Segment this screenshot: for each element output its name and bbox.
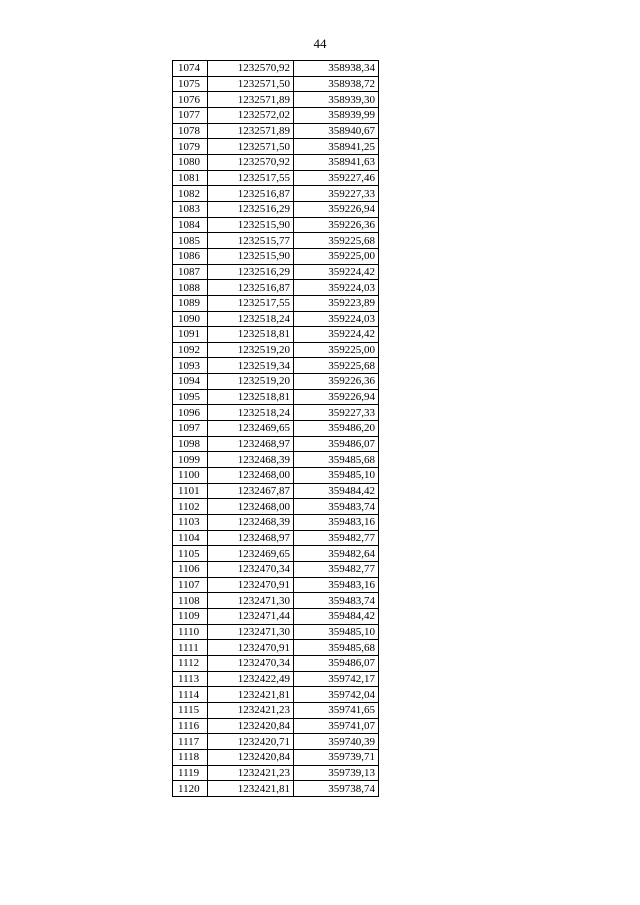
table-row (173, 123, 379, 139)
point-number-cell: 1090 (173, 311, 208, 327)
y-coordinate-cell: 359225,00 (294, 342, 379, 358)
y-coordinate-cell: 359739,71 (294, 749, 379, 765)
table-row (173, 624, 379, 640)
point-number-cell: 1111 (173, 640, 208, 656)
y-coordinate-cell: 359482,77 (294, 562, 379, 578)
table-row (173, 374, 379, 390)
table-row (173, 405, 379, 421)
table-row (173, 342, 379, 358)
y-coordinate-cell: 359742,04 (294, 687, 379, 703)
y-coordinate-cell: 359227,46 (294, 170, 379, 186)
point-number-cell: 1075 (173, 76, 208, 92)
table-row (173, 765, 379, 781)
x-coordinate-cell: 1232518,24 (208, 405, 294, 421)
point-number-cell: 1082 (173, 186, 208, 202)
y-coordinate-cell: 359486,07 (294, 655, 379, 671)
x-coordinate-cell: 1232468,39 (208, 515, 294, 531)
y-coordinate-cell: 359485,10 (294, 624, 379, 640)
table-row (173, 499, 379, 515)
x-coordinate-cell: 1232519,20 (208, 342, 294, 358)
point-number-cell: 1116 (173, 718, 208, 734)
table-row (173, 280, 379, 296)
y-coordinate-cell: 358938,34 (294, 61, 379, 77)
x-coordinate-cell: 1232420,84 (208, 749, 294, 765)
point-number-cell: 1107 (173, 577, 208, 593)
y-coordinate-cell: 359225,68 (294, 233, 379, 249)
point-number-cell: 1079 (173, 139, 208, 155)
table-row (173, 687, 379, 703)
y-coordinate-cell: 359227,33 (294, 186, 379, 202)
table-row (173, 436, 379, 452)
point-number-cell: 1102 (173, 499, 208, 515)
y-coordinate-cell: 359225,00 (294, 248, 379, 264)
point-number-cell: 1112 (173, 655, 208, 671)
table-row (173, 311, 379, 327)
y-coordinate-cell: 359226,36 (294, 374, 379, 390)
point-number-cell: 1119 (173, 765, 208, 781)
y-coordinate-cell: 358938,72 (294, 76, 379, 92)
x-coordinate-cell: 1232468,00 (208, 468, 294, 484)
table-row (173, 295, 379, 311)
point-number-cell: 1120 (173, 781, 208, 797)
y-coordinate-cell: 359739,13 (294, 765, 379, 781)
x-coordinate-cell: 1232470,91 (208, 640, 294, 656)
x-coordinate-cell: 1232471,44 (208, 608, 294, 624)
point-number-cell: 1100 (173, 468, 208, 484)
point-number-cell: 1080 (173, 154, 208, 170)
y-coordinate-cell: 359482,77 (294, 530, 379, 546)
table-row (173, 483, 379, 499)
table-row (173, 655, 379, 671)
y-coordinate-cell: 359484,42 (294, 483, 379, 499)
table-row (173, 593, 379, 609)
table-row (173, 217, 379, 233)
table-row (173, 170, 379, 186)
table-row (173, 92, 379, 108)
table-row (173, 201, 379, 217)
table-row (173, 671, 379, 687)
table-row (173, 718, 379, 734)
point-number-cell: 1094 (173, 374, 208, 390)
x-coordinate-cell: 1232420,71 (208, 734, 294, 750)
y-coordinate-cell: 359226,94 (294, 389, 379, 405)
x-coordinate-cell: 1232516,87 (208, 186, 294, 202)
point-number-cell: 1081 (173, 170, 208, 186)
y-coordinate-cell: 359483,16 (294, 577, 379, 593)
table-row (173, 233, 379, 249)
table-row (173, 327, 379, 343)
x-coordinate-cell: 1232571,50 (208, 76, 294, 92)
point-number-cell: 1092 (173, 342, 208, 358)
y-coordinate-cell: 359741,65 (294, 702, 379, 718)
point-number-cell: 1101 (173, 483, 208, 499)
y-coordinate-cell: 359224,03 (294, 311, 379, 327)
table-row (173, 468, 379, 484)
table-row (173, 577, 379, 593)
table-row (173, 421, 379, 437)
point-number-cell: 1089 (173, 295, 208, 311)
y-coordinate-cell: 358940,67 (294, 123, 379, 139)
x-coordinate-cell: 1232518,81 (208, 327, 294, 343)
x-coordinate-cell: 1232469,65 (208, 546, 294, 562)
point-number-cell: 1084 (173, 217, 208, 233)
x-coordinate-cell: 1232570,92 (208, 154, 294, 170)
y-coordinate-cell: 359226,36 (294, 217, 379, 233)
x-coordinate-cell: 1232572,02 (208, 107, 294, 123)
y-coordinate-cell: 359485,68 (294, 640, 379, 656)
x-coordinate-cell: 1232421,81 (208, 687, 294, 703)
point-number-cell: 1085 (173, 233, 208, 249)
y-coordinate-cell: 359738,74 (294, 781, 379, 797)
y-coordinate-cell: 359482,64 (294, 546, 379, 562)
y-coordinate-cell: 359484,42 (294, 608, 379, 624)
point-number-cell: 1088 (173, 280, 208, 296)
table-row (173, 608, 379, 624)
table-row (173, 452, 379, 468)
x-coordinate-cell: 1232471,30 (208, 624, 294, 640)
point-number-cell: 1087 (173, 264, 208, 280)
page-number: 44 (313, 36, 327, 51)
point-number-cell: 1106 (173, 562, 208, 578)
y-coordinate-cell: 359224,03 (294, 280, 379, 296)
y-coordinate-cell: 359227,33 (294, 405, 379, 421)
x-coordinate-cell: 1232468,97 (208, 436, 294, 452)
point-number-cell: 1076 (173, 92, 208, 108)
x-coordinate-cell: 1232422,49 (208, 671, 294, 687)
coordinates-table (172, 60, 379, 797)
y-coordinate-cell: 359224,42 (294, 327, 379, 343)
y-coordinate-cell: 359483,74 (294, 593, 379, 609)
y-coordinate-cell: 359740,39 (294, 734, 379, 750)
point-number-cell: 1096 (173, 405, 208, 421)
point-number-cell: 1074 (173, 61, 208, 77)
table-row (173, 749, 379, 765)
table-row (173, 358, 379, 374)
x-coordinate-cell: 1232570,92 (208, 61, 294, 77)
point-number-cell: 1108 (173, 593, 208, 609)
x-coordinate-cell: 1232518,81 (208, 389, 294, 405)
point-number-cell: 1086 (173, 248, 208, 264)
point-number-cell: 1105 (173, 546, 208, 562)
x-coordinate-cell: 1232469,65 (208, 421, 294, 437)
coordinates-table-body (173, 61, 379, 797)
point-number-cell: 1117 (173, 734, 208, 750)
table-row (173, 139, 379, 155)
point-number-cell: 1095 (173, 389, 208, 405)
x-coordinate-cell: 1232571,89 (208, 123, 294, 139)
table-row (173, 562, 379, 578)
x-coordinate-cell: 1232468,00 (208, 499, 294, 515)
x-coordinate-cell: 1232470,91 (208, 577, 294, 593)
x-coordinate-cell: 1232516,29 (208, 264, 294, 280)
table-row (173, 702, 379, 718)
x-coordinate-cell: 1232470,34 (208, 655, 294, 671)
point-number-cell: 1104 (173, 530, 208, 546)
y-coordinate-cell: 359741,07 (294, 718, 379, 734)
point-number-cell: 1093 (173, 358, 208, 374)
table-row (173, 186, 379, 202)
x-coordinate-cell: 1232515,77 (208, 233, 294, 249)
table-row (173, 154, 379, 170)
point-number-cell: 1118 (173, 749, 208, 765)
point-number-cell: 1103 (173, 515, 208, 531)
x-coordinate-cell: 1232468,97 (208, 530, 294, 546)
table-row (173, 248, 379, 264)
point-number-cell: 1099 (173, 452, 208, 468)
x-coordinate-cell: 1232571,89 (208, 92, 294, 108)
y-coordinate-cell: 359483,16 (294, 515, 379, 531)
x-coordinate-cell: 1232517,55 (208, 170, 294, 186)
x-coordinate-cell: 1232421,81 (208, 781, 294, 797)
y-coordinate-cell: 359485,68 (294, 452, 379, 468)
x-coordinate-cell: 1232471,30 (208, 593, 294, 609)
table-row (173, 515, 379, 531)
y-coordinate-cell: 359224,42 (294, 264, 379, 280)
x-coordinate-cell: 1232518,24 (208, 311, 294, 327)
point-number-cell: 1097 (173, 421, 208, 437)
point-number-cell: 1114 (173, 687, 208, 703)
x-coordinate-cell: 1232517,55 (208, 295, 294, 311)
y-coordinate-cell: 359742,17 (294, 671, 379, 687)
table-row (173, 389, 379, 405)
point-number-cell: 1091 (173, 327, 208, 343)
y-coordinate-cell: 358941,25 (294, 139, 379, 155)
x-coordinate-cell: 1232421,23 (208, 765, 294, 781)
y-coordinate-cell: 359223,89 (294, 295, 379, 311)
table-row (173, 530, 379, 546)
x-coordinate-cell: 1232515,90 (208, 248, 294, 264)
point-number-cell: 1077 (173, 107, 208, 123)
x-coordinate-cell: 1232467,87 (208, 483, 294, 499)
y-coordinate-cell: 358941,63 (294, 154, 379, 170)
y-coordinate-cell: 359486,07 (294, 436, 379, 452)
point-number-cell: 1113 (173, 671, 208, 687)
point-number-cell: 1110 (173, 624, 208, 640)
x-coordinate-cell: 1232515,90 (208, 217, 294, 233)
table-row (173, 107, 379, 123)
point-number-cell: 1115 (173, 702, 208, 718)
table-row (173, 76, 379, 92)
y-coordinate-cell: 359485,10 (294, 468, 379, 484)
table-row (173, 546, 379, 562)
table-row (173, 781, 379, 797)
x-coordinate-cell: 1232516,29 (208, 201, 294, 217)
table-row (173, 264, 379, 280)
x-coordinate-cell: 1232519,20 (208, 374, 294, 390)
point-number-cell: 1083 (173, 201, 208, 217)
y-coordinate-cell: 358939,30 (294, 92, 379, 108)
x-coordinate-cell: 1232468,39 (208, 452, 294, 468)
y-coordinate-cell: 359486,20 (294, 421, 379, 437)
x-coordinate-cell: 1232571,50 (208, 139, 294, 155)
point-number-cell: 1109 (173, 608, 208, 624)
x-coordinate-cell: 1232470,34 (208, 562, 294, 578)
point-number-cell: 1078 (173, 123, 208, 139)
point-number-cell: 1098 (173, 436, 208, 452)
x-coordinate-cell: 1232519,34 (208, 358, 294, 374)
x-coordinate-cell: 1232420,84 (208, 718, 294, 734)
y-coordinate-cell: 358939,99 (294, 107, 379, 123)
y-coordinate-cell: 359483,74 (294, 499, 379, 515)
y-coordinate-cell: 359226,94 (294, 201, 379, 217)
table-row (173, 640, 379, 656)
y-coordinate-cell: 359225,68 (294, 358, 379, 374)
x-coordinate-cell: 1232421,23 (208, 702, 294, 718)
x-coordinate-cell: 1232516,87 (208, 280, 294, 296)
table-row (173, 734, 379, 750)
table-row (173, 61, 379, 77)
